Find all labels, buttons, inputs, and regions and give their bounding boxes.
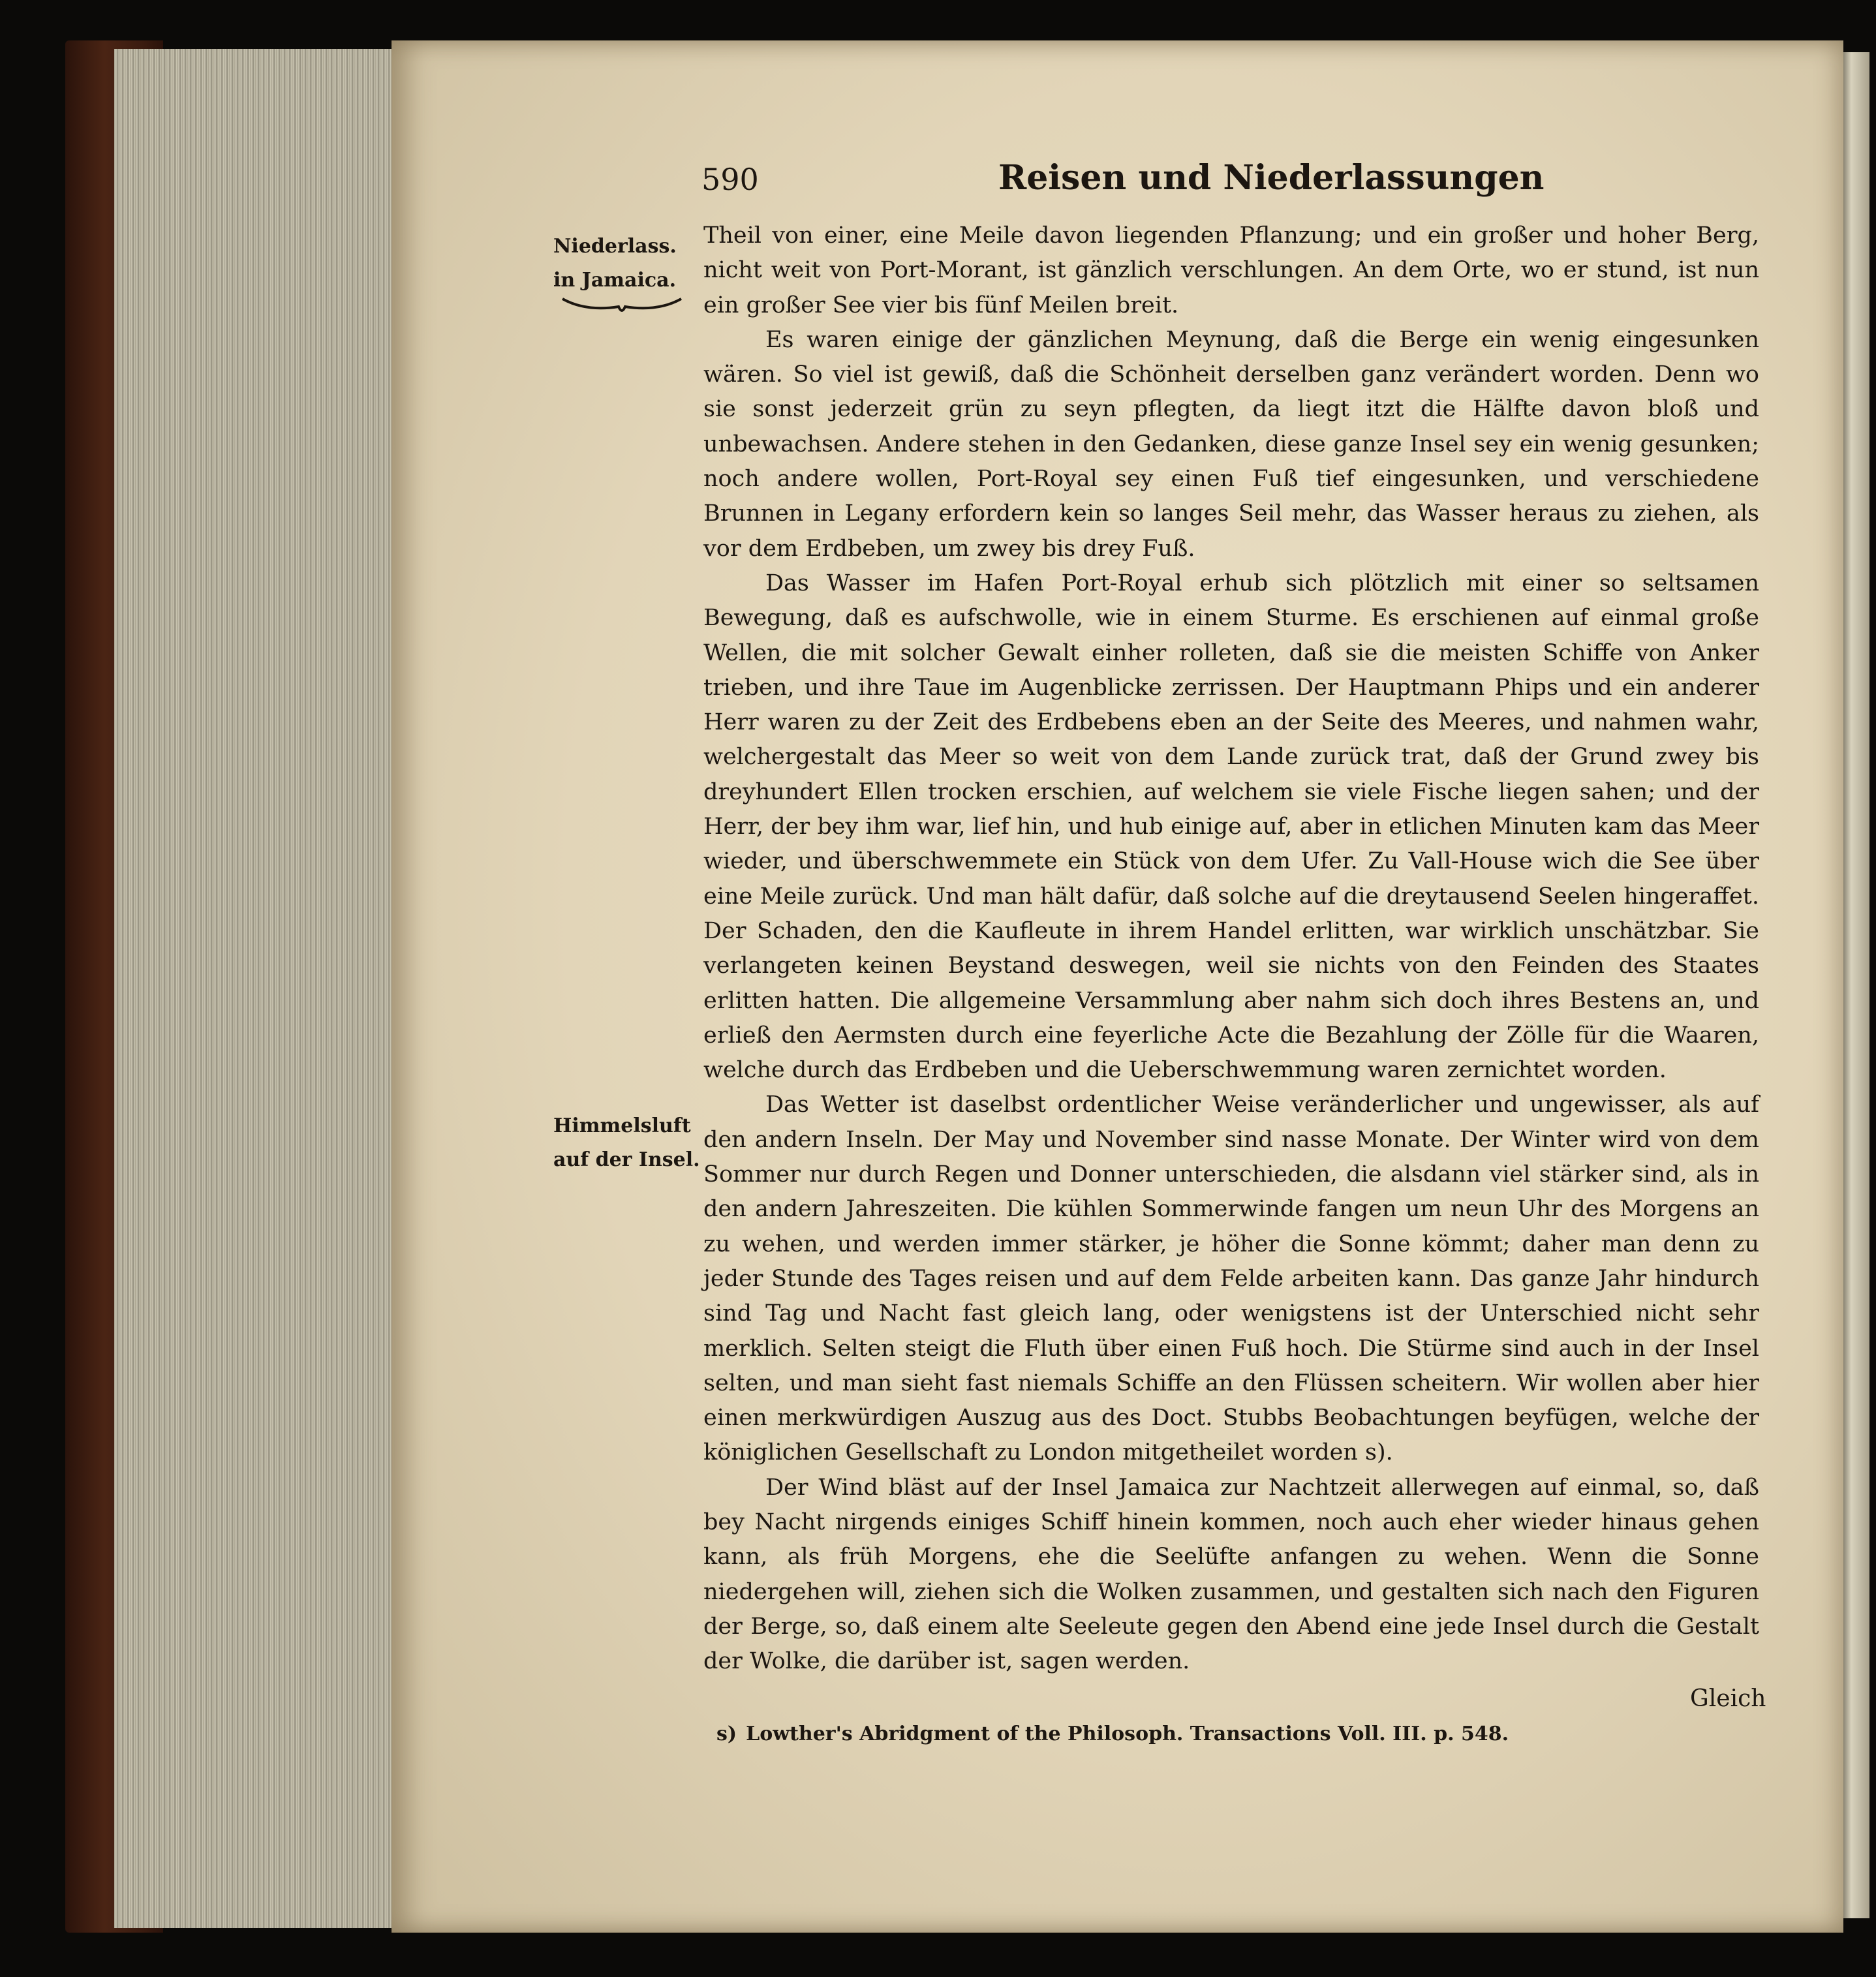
facing-page-edge: [1843, 52, 1869, 1918]
footnote-mark: s): [716, 1723, 737, 1745]
paragraph-sinking: Es waren einige der gänzlichen Meynung, daß die Berge ein wenig eingesunken wären. So viel ist gewiß, daß die Schönheit derselben ganz verändert worden. Denn wo sie sonst jederzeit grün zu seyn pflegten, da liegt itzt die Hälfte davon bloß und unbewachsen. Andere stehen in den Gedanken, diese ganze Insel sey ein wenig gesunken; noch andere wollen, Port-Royal sey einen Fuß tief eingesunken, und verschiedene Brunnen in Legany erfordern kein so langes Seil mehr, das Wasser heraus zu ziehen, als vor dem Erdbeben, um zwey bis drey Fuß.: [703, 326, 1759, 562]
body-text: [703, 219, 1759, 1679]
margin-note-line: Himmelsluft: [553, 1114, 691, 1137]
footnote: [716, 1718, 1761, 1751]
margin-note-line: Niederlass.: [553, 235, 677, 258]
margin-brace: [560, 295, 684, 314]
margin-note-settlement: [553, 230, 697, 298]
catchword: Gleich: [1690, 1685, 1766, 1712]
margin-note-climate: [553, 1109, 702, 1177]
running-title: Reisen und Niederlassungen: [998, 158, 1545, 198]
page-edges: [114, 49, 399, 1928]
paragraph-weather: Das Wetter ist daselbst ordentlicher Weise veränderlicher und ungewisser, als auf den andern Inseln. Der May und November sind nasse Monate. Der Winter wird von dem Sommer nur durch Regen und Donner unterschieden, die alsdann viel stärker sind, als in den andern Jahreszeiten. Die kühlen Sommerwinde fangen um neun Uhr des Morgens an zu wehen, und werden immer stärker, je höher die Sonne kömmt; daher man denn zu jeder Stunde des Tages reisen und auf dem Felde arbeiten kann. Das ganze Jahr hindurch sind Tag und Nacht fast gleich lang, oder wenigstens ist der Unterschied nicht sehr merklich. Selten steigt die Fluth über einen Fuß hoch. Die Stürme sind auch in der Insel selten, und man sieht fast niemals Schiffe an den Flüssen scheitern. Wir wollen aber hier einen merkwürdigen Auszug aus des Doct. Stubbs Beobachtungen beyfügen, welche der königlichen Gesellschaft zu London mitgetheilet worden s).: [703, 1092, 1759, 1466]
paragraph-earthquake-mountain: Theil von einer, eine Meile davon liegenden Pflanzung; und ein großer und hoher Berg, nicht weit von Port-Morant, ist gänzlich verschlungen. An dem Orte, wo er stund, ist nun ein großer See vier bis fünf Meilen breit.: [703, 222, 1759, 318]
paragraph-wind: Der Wind bläst auf der Insel Jamaica zur Nachtzeit allerwegen auf einmal, so, daß bey Nacht nirgends einiges Schiff hinein kommen, noch auch eher wieder hinaus gehen kann, als früh Morgens, ehe die Seelüfte anfangen zu wehen. Wenn die Sonne niedergehen will, ziehen sich die Wolken zusammen, und gestalten sich nach den Figuren der Berge, so, daß einem alte Seeleute gegen den Abend eine jede Insel durch die Gestalt der Wolke, die darüber ist, sagen werden.: [703, 1474, 1759, 1675]
margin-note-line: auf der Insel.: [553, 1148, 700, 1171]
paragraph-harbour: Das Wasser im Hafen Port-Royal erhub sich plötzlich mit einer so seltsamen Bewegung, daß es aufschwolle, wie in einem Sturme. Es erschienen auf einmal große Wellen, die mit solcher Gewalt einher rolleten, daß sie die meisten Schiffe von Anker trieben, und ihre Taue im Augenblicke zerrissen. Der Hauptmann Phips und ein anderer Herr waren zu der Zeit des Erdbebens eben an der Seite des Meeres, und nahmen wahr, welchergestalt das Meer so weit von dem Lande zurück trat, daß der Grund zwey bis dreyhundert Ellen trocken erschien, auf welchem sie viele Fische liegen sahen; und der Herr, der bey ihm war, lief hin, und hub einige auf, aber in etlichen Minuten kam das Meer wieder, und überschwemmete ein Stück von dem Ufer. Zu Vall-House wich die See über eine Meile zurück. Und man hält dafür, daß solche auf die dreytausend Seelen hingeraffet. Der Schaden, den die Kaufleute in ihrem Handel erlitten, war wirklich unschätzbar. Sie verlangeten keinen Beystand deswegen, weil sie nichts von den Feinden des Staates erlitten hatten. Die allgemeine Versammlung aber nahm sich doch ihres Bestens an, und erließ den Aermsten durch eine feyerliche Acte die Bezahlung der Zölle für die Waaren, welche durch das Erdbeben und die Ueberschwemmung waren zernichtet worden.: [703, 570, 1759, 1084]
footnote-text: Lowther's Abridgment of the Philosoph. Transactions Voll. III. p. 548.: [746, 1723, 1509, 1745]
page-number: 590: [701, 162, 759, 197]
margin-note-line: in Jamaica.: [553, 269, 677, 292]
